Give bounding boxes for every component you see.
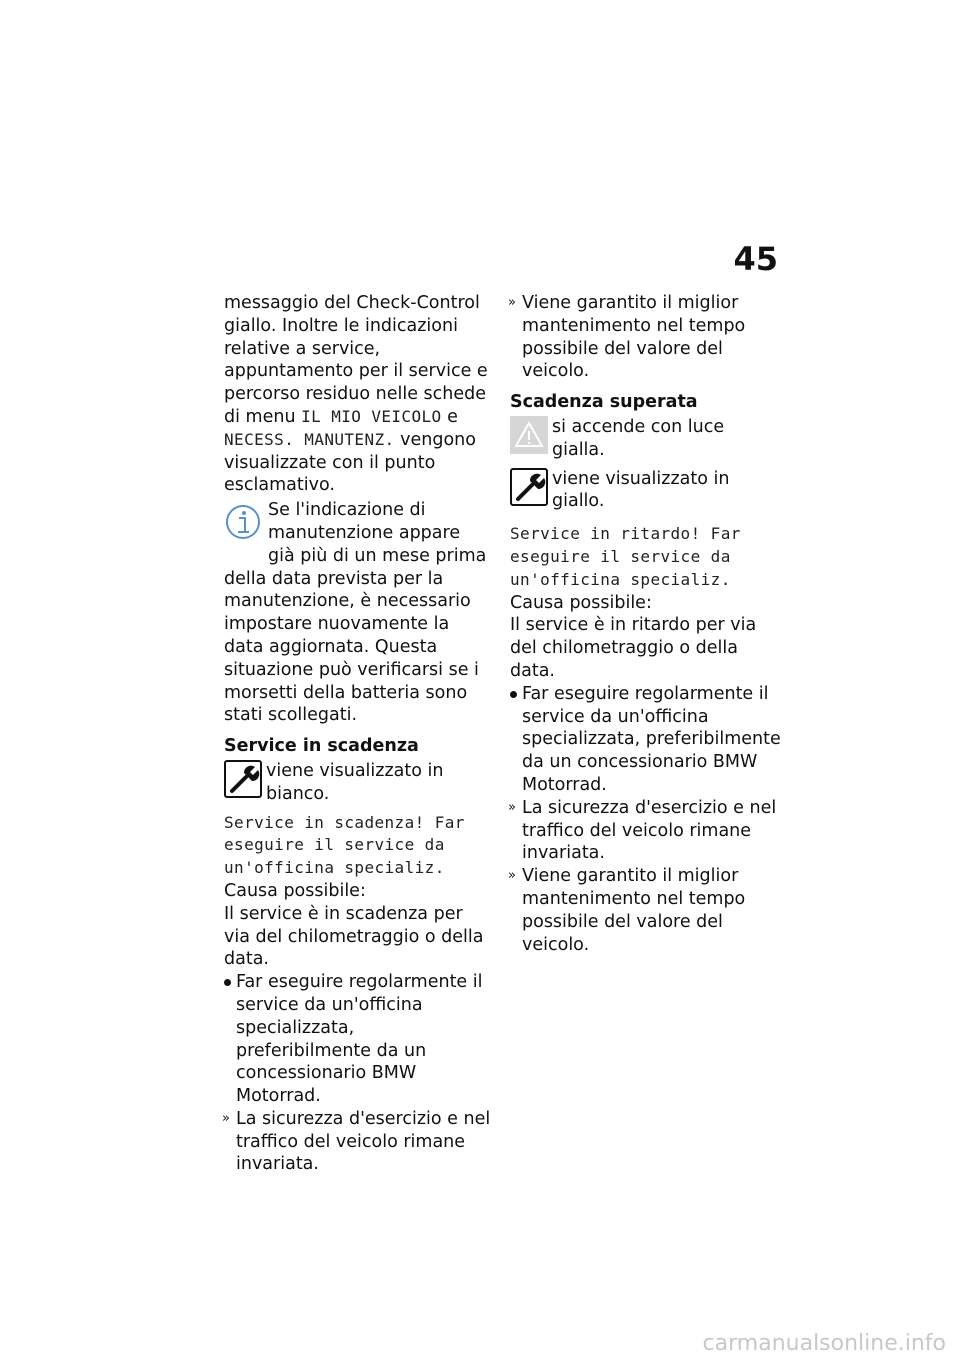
menu-il-mio-veicolo: IL MIO VEICOLO (301, 406, 442, 426)
section-heading-service-in-scadenza: Service in scadenza (224, 736, 419, 757)
menu-necess-manutenz: NECESS. MANUTENZ. (224, 429, 395, 449)
wrench-text: viene visualizzato in bianco. (266, 760, 444, 804)
info-note (224, 499, 492, 727)
action-list (224, 971, 492, 1108)
cause-label: Causa possibile: (224, 880, 366, 901)
result-text: La sicurezza d'esercizio e nel traffico del veicolo rimane invariata. (522, 797, 777, 864)
result-marker: » (222, 1110, 230, 1126)
result-item (510, 797, 782, 865)
action-item: Far eseguire regolarmente il service da un'officina specializzata, preferibilmente da un concessionario BMW Motorrad. (224, 971, 492, 1108)
wrench-icon (510, 468, 548, 513)
result-list (224, 1108, 492, 1176)
page-number: 45 (733, 240, 778, 278)
section-heading-scadenza-superata: Scadenza superata (510, 392, 698, 413)
action-item: Far eseguire regolarmente il service da un'officina specializzata, preferibilmente da un concessionario BMW Motorrad. (510, 683, 782, 797)
wrench-indicator-row (224, 760, 492, 806)
result-text: Viene garantito il miglior mantenimento nel tempo possibile del valore del veicolo. (522, 866, 746, 955)
note-text: Se l'indicazione di manutenzione appare già più di un mese prima della data prevista per la manutenzione, è necessario impostare nuovamente la data aggiornata. Questa situazione può verificarsi se i morsetti della batteria sono stati scollegati. (224, 500, 487, 726)
wrench-icon (224, 760, 262, 805)
wrench-text: viene visualizzato in giallo. (552, 468, 730, 512)
right-column (510, 292, 782, 956)
result-text: La sicurezza d'esercizio e nel traffico del veicolo rimane invariata. (236, 1108, 491, 1175)
result-list-top (510, 292, 782, 383)
info-icon (224, 503, 262, 548)
cause-text: Il service è in ritardo per via del chilometraggio o della data. (510, 615, 757, 681)
intro-text-2: vengono visualizzate con il punto esclamativo. (224, 429, 476, 496)
warning-triangle-icon (510, 416, 548, 461)
display-message: Service in scadenza! Far eseguire il service da un'officina specializ. (224, 812, 465, 878)
result-item (224, 1108, 492, 1176)
cause-label: Causa possibile: (510, 592, 652, 613)
warning-indicator-row (510, 416, 782, 462)
intro-paragraph (224, 292, 492, 497)
result-item (510, 865, 782, 956)
result-item (510, 292, 782, 383)
left-column (224, 292, 492, 1176)
wrench-indicator-row (510, 468, 782, 514)
warning-text: si accende con luce gialla. (552, 416, 725, 460)
result-marker: » (508, 295, 516, 310)
intro-text-1: messaggio del Check-Control giallo. Inoltre le indicazioni relative a service, appuntamento per il service e percorso residuo nelle schede di menu (224, 293, 488, 427)
result-marker: » (508, 799, 516, 815)
action-list (510, 683, 782, 797)
conjunction: e (447, 406, 458, 427)
result-marker: » (508, 868, 516, 884)
watermark: carmanualsonline.info (702, 1331, 946, 1356)
result-list (510, 797, 782, 957)
result-text: Viene garantito il miglior mantenimento nel tempo possibile del valore del veicolo. (522, 293, 746, 382)
display-message: Service in ritardo! Far eseguire il service da un'officina specializ. (510, 524, 741, 589)
cause-text: Il service è in scadenza per via del chilometraggio o della data. (224, 903, 484, 970)
